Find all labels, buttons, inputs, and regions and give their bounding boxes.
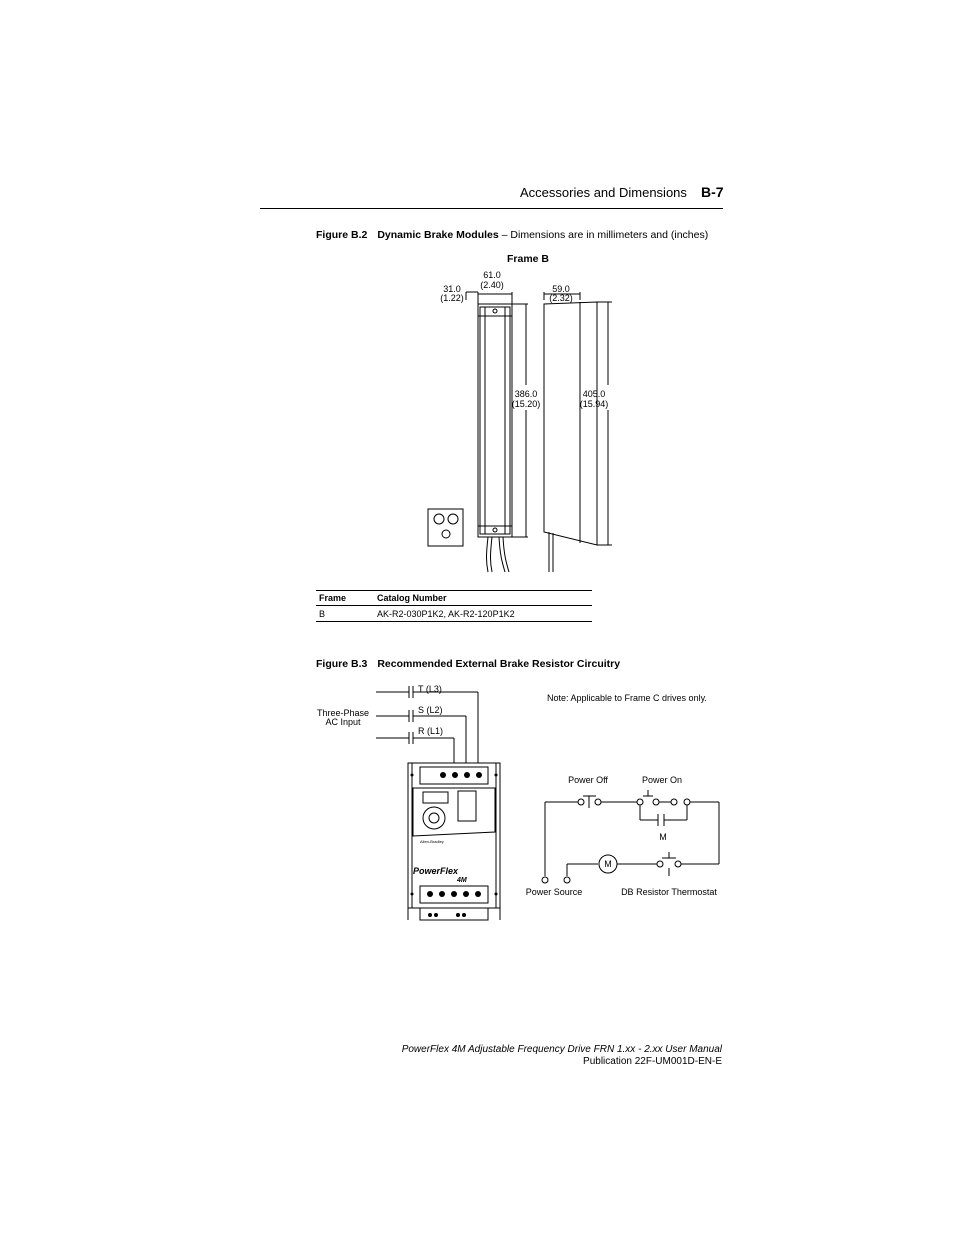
footer-publication: Publication 22F-UM001D-EN-E — [583, 1056, 722, 1067]
dynamic-brake-module-drawing — [400, 265, 630, 580]
page-number: B-7 — [701, 184, 724, 200]
dim-59-mm: 59.0 — [552, 284, 570, 294]
frame-b-label: Frame B — [507, 253, 550, 265]
power-source-label: Power Source — [525, 887, 583, 897]
dim-61-in: (2.40) — [480, 280, 504, 290]
input-label-line2: AC Input — [325, 717, 361, 727]
figure-b2-subtitle: – Dimensions are in millimeters and (inches) — [501, 229, 709, 241]
power-off-label: Power Off — [568, 775, 608, 785]
drive-maker-label: Allen-Bradley — [420, 839, 444, 844]
dim-405-mm: 405.0 — [582, 389, 606, 399]
section-title: Accessories and Dimensions — [520, 185, 687, 200]
page-footer — [402, 1044, 722, 1068]
phase-r-label: R (L1) — [418, 726, 444, 736]
dim-59-in: (2.32) — [549, 293, 573, 303]
catalog-table — [316, 590, 592, 622]
figure-b3-caption — [316, 658, 620, 670]
table-row — [316, 606, 592, 622]
motor-m-label: M — [604, 859, 612, 869]
db-thermostat-label: DB Resistor Thermostat — [621, 887, 717, 897]
brake-resistor-circuit-diagram — [300, 675, 730, 930]
figure-b2-number: Figure B.2 — [316, 229, 368, 241]
figure-b2-title: Dynamic Brake Modules — [377, 229, 499, 241]
figure-b3-number: Figure B.3 — [316, 658, 368, 670]
dim-31-in: (1.22) — [440, 293, 464, 303]
frame-c-note: Note: Applicable to Frame C drives only. — [547, 693, 707, 703]
drive-model-label: 4M — [457, 877, 467, 884]
phase-t-label: T (L3) — [418, 684, 442, 694]
catalog-cell-number: AK-R2-030P1K2, AK-R2-120P1K2 — [374, 606, 592, 622]
input-label-line1: Three-Phase — [316, 708, 370, 718]
dim-61-mm: 61.0 — [483, 270, 501, 280]
dim-386-mm: 386.0 — [514, 389, 538, 399]
catalog-cell-frame: B — [316, 606, 374, 622]
drive-brand-label: PowerFlex — [413, 866, 459, 876]
catalog-table-header-row — [316, 591, 592, 606]
catalog-header-number: Catalog Number — [374, 591, 592, 606]
figure-b3-title: Recommended External Brake Resistor Circuitry — [377, 658, 621, 670]
dim-405-in: (15.94) — [579, 399, 609, 409]
phase-s-label: S (L2) — [418, 705, 443, 715]
header-divider — [260, 208, 723, 209]
power-on-label: Power On — [641, 775, 683, 785]
footer-manual-title: PowerFlex 4M Adjustable Frequency Drive FRN 1.xx - 2.xx User Manual — [401, 1044, 722, 1055]
figure-b2-caption — [316, 229, 708, 241]
contact-m-label: M — [659, 832, 667, 842]
dim-31-mm: 31.0 — [443, 284, 461, 294]
catalog-header-frame: Frame — [316, 591, 374, 606]
dim-386-in: (15.20) — [511, 399, 541, 409]
